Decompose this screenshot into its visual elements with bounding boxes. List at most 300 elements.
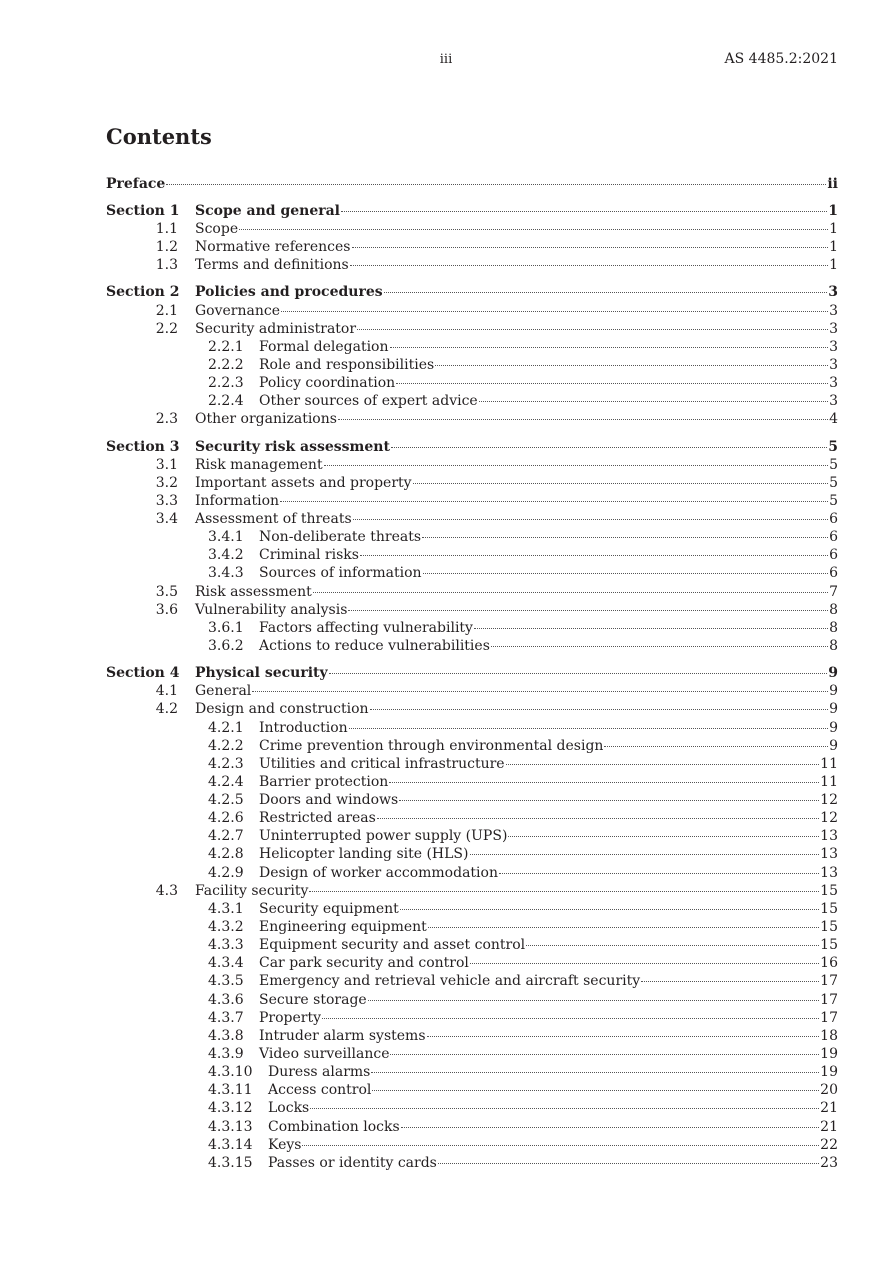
toc-entry-title: Engineering equipment [259, 919, 427, 936]
toc-entry-number: 4.3.2 [208, 919, 244, 936]
toc-entry-page: 1 [829, 239, 838, 256]
toc-entry-page: 3 [829, 338, 838, 355]
toc-entry[interactable] [0, 564, 892, 582]
toc-entry-title: Uninterrupted power supply (UPS) [259, 828, 508, 845]
toc-entry-title: Design of worker accommodation [259, 864, 498, 881]
dot-leader [239, 228, 828, 230]
toc-entry-number: 4.2.8 [208, 846, 244, 863]
toc-entry-number: 4.3.1 [208, 900, 244, 917]
toc-entry-line [259, 755, 838, 773]
toc-entry[interactable] [0, 991, 892, 1009]
toc-entry-number: 4.2.3 [208, 755, 244, 772]
toc-entry-page: 3 [828, 284, 838, 301]
dot-leader [310, 1107, 819, 1109]
toc-entry-number: 3.6.2 [208, 638, 244, 655]
toc-entry-number: 3.6.1 [208, 619, 244, 636]
dot-leader [499, 872, 819, 874]
toc-entry-page: 19 [820, 1064, 838, 1081]
toc-entry-number: 4.3.14 [208, 1136, 253, 1153]
toc-entry-number: 4.2 [155, 701, 178, 718]
toc-entry[interactable] [0, 320, 892, 338]
toc-entry-line [259, 528, 838, 546]
toc-entry-number: 4.3.3 [208, 937, 244, 954]
toc-entry[interactable] [0, 900, 892, 918]
toc-entry[interactable] [0, 601, 892, 619]
toc-entry-page: 1 [829, 221, 838, 238]
toc-entry-page: 9 [829, 701, 838, 718]
toc-entry[interactable] [0, 1099, 892, 1117]
toc-entry-page: 17 [820, 991, 838, 1008]
toc-entry-number: 4.3.15 [208, 1154, 253, 1171]
toc-entry-number: 4.3.9 [208, 1046, 244, 1063]
dot-leader [428, 926, 819, 928]
toc-entry-line [259, 954, 838, 972]
toc-entry-number: 2.3 [155, 411, 178, 428]
toc-entry[interactable] [0, 456, 892, 474]
toc-entry[interactable] [0, 283, 892, 301]
toc-entry-page: 1 [828, 203, 838, 220]
toc-entry-title: Emergency and retrieval vehicle and aircraft security [259, 973, 641, 990]
dot-leader [427, 1035, 820, 1037]
dot-leader [470, 962, 819, 964]
toc-entry[interactable] [0, 882, 892, 900]
toc-entry-title: Security administrator [195, 320, 357, 337]
toc-entry-line [268, 1063, 838, 1081]
standard-id: AS 4485.2:2021 [724, 51, 838, 67]
toc-entry[interactable] [0, 374, 892, 392]
toc-entry-page: 6 [829, 565, 838, 582]
dot-leader [390, 346, 829, 348]
dot-leader [479, 400, 828, 402]
toc-entry-number: 4.2.6 [208, 810, 244, 827]
toc-entry[interactable] [0, 954, 892, 972]
toc-entry-number: 4.3.8 [208, 1027, 244, 1044]
dot-leader [390, 1053, 819, 1055]
toc-entry[interactable] [0, 302, 892, 320]
toc-entry-line [259, 338, 838, 356]
toc-entry-title: General [195, 683, 252, 700]
toc-entry-line [259, 791, 838, 809]
toc-entry-number: 4.3.11 [208, 1082, 253, 1099]
toc-entry-page: ii [827, 176, 838, 192]
dot-leader [322, 1017, 819, 1019]
toc-entry-number: 4.3 [155, 882, 178, 899]
toc-entry-page: 3 [829, 357, 838, 374]
toc-entry[interactable] [0, 583, 892, 601]
toc-entry[interactable] [0, 737, 892, 755]
dot-leader [435, 364, 828, 366]
toc-entry[interactable] [0, 528, 892, 546]
toc-entry[interactable] [0, 1027, 892, 1045]
toc-entry-number: 4.3.10 [208, 1064, 253, 1081]
toc-entry-title: Sources of information [259, 565, 422, 582]
toc-entry[interactable] [0, 791, 892, 809]
dot-leader [508, 835, 819, 837]
toc-entry[interactable] [0, 845, 892, 863]
toc-entry[interactable] [0, 809, 892, 827]
toc-entry-title: Role and responsibilities [259, 357, 435, 374]
toc-entry-number: 3.4 [155, 511, 178, 528]
dot-leader [641, 980, 819, 982]
dot-leader [368, 999, 819, 1001]
toc-entry-line [259, 374, 838, 392]
toc-entry-line [259, 1027, 838, 1045]
toc-entry-page: 13 [820, 828, 838, 845]
toc-entry-line [259, 845, 838, 863]
toc-entry-title: Security risk assessment [195, 438, 390, 455]
toc-entry-title: Assessment of threats [195, 511, 352, 528]
toc-entry-line [195, 220, 838, 238]
toc-entry-page: 3 [829, 393, 838, 410]
dot-leader [413, 482, 829, 484]
toc-entry-page: 5 [829, 474, 838, 491]
page-number: iii [439, 52, 453, 67]
toc-entry[interactable] [0, 1136, 892, 1154]
toc-entry-title: Helicopter landing site (HLS) [259, 846, 469, 863]
toc-entry-line [195, 682, 838, 700]
toc-entry-line [195, 202, 838, 220]
toc-entry-page: 9 [828, 665, 838, 682]
toc-entry-number: 4.3.13 [208, 1118, 253, 1135]
toc-entry-title: Passes or identity cards [268, 1154, 437, 1171]
dot-leader [338, 418, 828, 420]
toc-entry-page: 17 [820, 1009, 838, 1026]
dot-leader [166, 183, 826, 185]
dot-leader [470, 853, 820, 855]
toc-entry-title: Doors and windows [259, 792, 399, 809]
toc-entry-page: 15 [820, 937, 838, 954]
toc-entry-page: 3 [829, 375, 838, 392]
toc-entry-line [259, 637, 838, 655]
toc-entry-page: 7 [829, 583, 838, 600]
toc-entry-line [268, 1099, 838, 1117]
toc-entry[interactable] [0, 773, 892, 791]
dot-leader [401, 1126, 820, 1128]
toc-entry-number: 1.1 [155, 221, 178, 238]
toc-entry-line [195, 302, 838, 320]
toc-entry-line [195, 410, 838, 428]
toc-entry[interactable] [0, 338, 892, 356]
toc-entry[interactable] [0, 356, 892, 374]
toc-entry-title: Criminal risks [259, 547, 359, 564]
dot-leader [329, 672, 828, 674]
toc-entry-page: 20 [820, 1082, 838, 1099]
toc-entry-title: Physical security [195, 665, 328, 682]
toc-entry[interactable] [0, 972, 892, 990]
dot-leader [313, 591, 828, 593]
toc-entry-page: 3 [829, 302, 838, 319]
toc-entry[interactable] [0, 256, 892, 274]
toc-entry[interactable] [0, 700, 892, 718]
toc-entry[interactable] [0, 827, 892, 845]
toc-entry[interactable] [0, 238, 892, 256]
toc-entry[interactable] [0, 1118, 892, 1136]
toc-entry[interactable] [0, 474, 892, 492]
dot-leader [491, 645, 828, 647]
dot-leader [252, 690, 828, 692]
toc-entry[interactable] [0, 719, 892, 737]
toc-entry[interactable] [0, 1063, 892, 1081]
toc-entry-title: Introduction [259, 719, 348, 736]
toc-entry-number: 4.2.4 [208, 773, 244, 790]
dot-leader [352, 246, 829, 248]
toc-entry-page: 6 [829, 511, 838, 528]
toc-entry-number: 3.4.2 [208, 547, 244, 564]
dot-leader [377, 817, 819, 819]
toc-entry-line [259, 564, 838, 582]
toc-entry-title: Other organizations [195, 411, 337, 428]
toc-entry-title: Governance [195, 302, 281, 319]
toc-entry-title: Important assets and property [195, 474, 412, 491]
toc-entry-page: 15 [820, 900, 838, 917]
dot-leader [506, 763, 820, 765]
toc-entry[interactable] [0, 1045, 892, 1063]
toc-entry[interactable] [0, 438, 892, 456]
toc-entry-title: Duress alarms [268, 1064, 371, 1081]
toc-entry-line [259, 719, 838, 737]
toc-entry-number: 2.1 [155, 302, 178, 319]
toc-entry-line [259, 972, 838, 990]
toc-entry-number: 3.3 [155, 492, 178, 509]
toc-entry[interactable] [0, 918, 892, 936]
toc-entry-line [259, 864, 838, 882]
toc-entry-number: 1.2 [155, 239, 178, 256]
toc-entry-number: 4.1 [155, 683, 178, 700]
toc-entry-line [268, 1136, 838, 1154]
toc-entry-number: 3.5 [155, 583, 178, 600]
toc-entry-title: Combination locks [268, 1118, 400, 1135]
toc-entry-number: 4.3.12 [208, 1100, 253, 1117]
toc-entry[interactable] [0, 1009, 892, 1027]
toc-entry-page: 12 [820, 810, 838, 827]
table-of-contents [0, 175, 892, 1172]
toc-entry-page: 8 [829, 638, 838, 655]
toc-entry-page: 23 [820, 1154, 838, 1171]
toc-entry-title: Access control [268, 1082, 372, 1099]
toc-entry-page: 11 [820, 773, 838, 790]
toc-entry-page: 15 [820, 882, 838, 899]
toc-entry[interactable] [0, 1154, 892, 1172]
toc-entry-line [259, 809, 838, 827]
toc-entry-page: 15 [820, 919, 838, 936]
toc-entry-page: 9 [829, 719, 838, 736]
toc-entry-title: Facility security [195, 882, 309, 899]
toc-entry-number: 2.2.2 [208, 357, 244, 374]
toc-entry-page: 11 [820, 755, 838, 772]
toc-entry-number: Section 4 [106, 665, 180, 682]
toc-entry-title: Other sources of expert advice [259, 393, 478, 410]
dot-leader [391, 446, 827, 448]
toc-entry[interactable] [0, 619, 892, 637]
toc-entry-page: 13 [820, 864, 838, 881]
toc-entry-title: Preface [106, 176, 166, 192]
toc-entry-page: 4 [829, 411, 838, 428]
toc-entry[interactable] [0, 864, 892, 882]
toc-entry-number: Section 1 [106, 203, 180, 220]
toc-entry-number: 2.2.1 [208, 338, 244, 355]
toc-entry-page: 6 [829, 529, 838, 546]
dot-leader [423, 572, 829, 574]
toc-entry-number: 3.4.3 [208, 565, 244, 582]
dot-leader [348, 609, 828, 611]
toc-entry[interactable] [0, 755, 892, 773]
dot-leader [371, 1071, 819, 1073]
toc-entry-page: 19 [820, 1046, 838, 1063]
dot-leader [349, 727, 828, 729]
toc-entry-page: 12 [820, 792, 838, 809]
toc-entry-title: Utilities and critical infrastructure [259, 755, 505, 772]
toc-entry-line [259, 356, 838, 374]
toc-entry-title: Intruder alarm systems [259, 1027, 426, 1044]
toc-entry-number: 3.4.1 [208, 529, 244, 546]
toc-entry-title: Non-deliberate threats [259, 529, 422, 546]
toc-entry-page: 3 [829, 320, 838, 337]
toc-entry-line [195, 882, 838, 900]
toc-entry[interactable] [0, 1081, 892, 1099]
toc-entry-title: Car park security and control [259, 955, 469, 972]
toc-entry-page: 5 [829, 456, 838, 473]
toc-entry-title: Design and construction [195, 701, 369, 718]
dot-leader [357, 328, 828, 330]
toc-entry-page: 8 [829, 619, 838, 636]
toc-entry[interactable] [0, 510, 892, 528]
toc-entry-number: 4.2.2 [208, 737, 244, 754]
dot-leader [399, 799, 819, 801]
toc-entry-page: 13 [820, 846, 838, 863]
toc-entry-title: Security equipment [259, 900, 399, 917]
toc-entry-number: Section 3 [106, 438, 180, 455]
toc-entry-page: 18 [820, 1027, 838, 1044]
toc-entry-title: Information [195, 492, 280, 509]
toc-entry-page: 22 [820, 1136, 838, 1153]
toc-entry-number: 4.2.9 [208, 864, 244, 881]
dot-leader [438, 1162, 819, 1164]
dot-leader [281, 310, 828, 312]
toc-entry[interactable] [0, 664, 892, 682]
toc-entry-page: 5 [828, 438, 838, 455]
dot-leader [372, 1089, 819, 1091]
toc-entry-title: Actions to reduce vulnerabilities [259, 638, 490, 655]
toc-entry-number: 4.3.4 [208, 955, 244, 972]
toc-entry-title: Restricted areas [259, 810, 376, 827]
toc-entry-line [259, 1009, 838, 1027]
toc-entry[interactable] [0, 936, 892, 954]
toc-entry[interactable] [0, 175, 892, 193]
toc-entry-number: 4.3.6 [208, 991, 244, 1008]
toc-entry-title: Property [259, 1009, 322, 1026]
toc-entry-line [195, 700, 838, 718]
toc-entry-page: 6 [829, 547, 838, 564]
toc-entry-line [259, 546, 838, 564]
toc-entry-line [259, 918, 838, 936]
toc-entry-number: 2.2.3 [208, 375, 244, 392]
toc-entry[interactable] [0, 392, 892, 410]
dot-leader [526, 944, 819, 946]
toc-entry-title: Locks [268, 1100, 310, 1117]
dot-leader [384, 291, 828, 293]
toc-entry[interactable] [0, 220, 892, 238]
toc-entry-line [259, 1045, 838, 1063]
toc-entry-line [259, 936, 838, 954]
toc-entry-title: Scope and general [195, 203, 341, 220]
toc-entry-number: 2.2 [155, 320, 178, 337]
toc-entry-title: Formal delegation [259, 338, 389, 355]
dot-leader [350, 264, 828, 266]
toc-entry-line [268, 1154, 838, 1172]
toc-entry-number: 1.3 [155, 257, 178, 274]
toc-entry-line [195, 320, 838, 338]
toc-entry-page: 17 [820, 973, 838, 990]
toc-entry-line [268, 1081, 838, 1099]
toc-entry-number: 3.1 [155, 456, 178, 473]
toc-entry-title: Secure storage [259, 991, 367, 1008]
toc-entry-line [106, 175, 838, 193]
toc-entry-line [195, 664, 838, 682]
dot-leader [389, 781, 819, 783]
toc-entry-page: 1 [829, 257, 838, 274]
toc-entry-line [195, 510, 838, 528]
dot-leader [422, 536, 828, 538]
toc-entry-page: 8 [829, 601, 838, 618]
toc-entry-line [259, 991, 838, 1009]
toc-entry[interactable] [0, 410, 892, 428]
toc-entry-number: 3.6 [155, 601, 178, 618]
dot-leader [474, 627, 828, 629]
toc-entry-line [259, 773, 838, 791]
toc-entry[interactable] [0, 637, 892, 655]
dot-leader [370, 708, 829, 710]
toc-entry-line [195, 283, 838, 301]
toc-entry-line [195, 238, 838, 256]
toc-entry-line [195, 601, 838, 619]
toc-entry[interactable] [0, 202, 892, 220]
toc-entry-title: Vulnerability analysis [195, 601, 348, 618]
toc-entry-title: Policy coordination [259, 375, 396, 392]
toc-entry-line [259, 619, 838, 637]
toc-entry-page: 5 [829, 492, 838, 509]
toc-entry-title: Barrier protection [259, 773, 389, 790]
toc-entry-title: Factors affecting vulnerability [259, 619, 473, 636]
dot-leader [341, 210, 827, 212]
dot-leader [604, 745, 828, 747]
toc-entry-page: 21 [820, 1118, 838, 1135]
toc-entry-number: 2.2.4 [208, 393, 244, 410]
toc-entry-number: 4.2.1 [208, 719, 244, 736]
toc-entry-line [259, 737, 838, 755]
toc-entry-title: Keys [268, 1136, 302, 1153]
dot-leader [360, 554, 828, 556]
toc-entry-line [195, 492, 838, 510]
dot-leader [309, 890, 819, 892]
dot-leader [353, 518, 828, 520]
toc-entry-title: Normative references [195, 239, 351, 256]
toc-entry-line [195, 456, 838, 474]
dot-leader [280, 500, 828, 502]
toc-entry-number: 4.2.7 [208, 828, 244, 845]
toc-entry-title: Policies and procedures [195, 284, 383, 301]
toc-entry-title: Terms and definitions [195, 257, 349, 274]
toc-entry-line [195, 474, 838, 492]
toc-entry-page: 9 [829, 683, 838, 700]
toc-entry-number: 4.3.7 [208, 1009, 244, 1026]
dot-leader [400, 908, 819, 910]
toc-entry[interactable] [0, 492, 892, 510]
toc-entry[interactable] [0, 546, 892, 564]
toc-entry-line [259, 827, 838, 845]
toc-entry[interactable] [0, 682, 892, 700]
toc-entry-title: Crime prevention through environmental design [259, 737, 604, 754]
page-title: Contents [106, 124, 212, 149]
